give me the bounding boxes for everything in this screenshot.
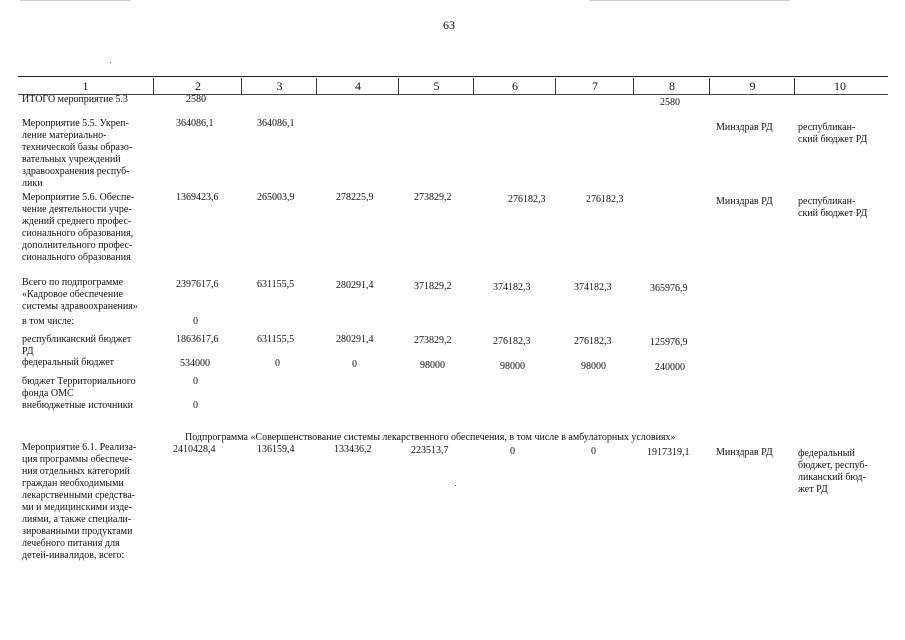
row-republic-budget-c4: 280291,4 xyxy=(336,334,374,345)
row-5-6-c7: 276182,3 xyxy=(586,194,624,205)
row-5-5-c3: 364086,1 xyxy=(257,118,295,129)
row-republic-budget-c3: 631155,5 xyxy=(257,334,295,345)
row-including-c2: 0 xyxy=(193,316,198,327)
row-6-1-desc: Мероприятие 6.1. Реализа- ция программы обеспече- ния отдельных категорий граждан необходимыми лекарственными средства- ми и медицинскими изде- лиями, а также специали- зированными продуктами лечебного питания для детей-инвалидов, всего: xyxy=(22,442,137,561)
row-5-6-c3: 265003,9 xyxy=(257,192,295,203)
header-col-5: 5 xyxy=(398,78,474,94)
row-federal-budget-c6: 98000 xyxy=(500,361,525,372)
row-federal-budget-c7: 98000 xyxy=(581,361,606,372)
row-republic-budget-c5: 273829,2 xyxy=(414,335,452,346)
header-top-rule xyxy=(18,76,888,77)
row-subtotal-c7: 374182,3 xyxy=(574,282,612,293)
row-federal-budget-c2: 534000 xyxy=(180,358,210,369)
row-6-1-c7: 0 xyxy=(591,446,596,457)
header-col-10: 10 xyxy=(794,78,885,94)
header-col-4: 4 xyxy=(316,78,399,94)
header-col-2: 2 xyxy=(153,78,242,94)
row-6-1-c4: 133436,2 xyxy=(334,444,372,455)
row-total-5-3-desc: ИТОГО мероприятие 5.3 xyxy=(22,94,128,105)
row-subtotal-c3: 631155,5 xyxy=(257,279,295,290)
row-6-1-c9: Минздрав РД xyxy=(716,447,773,458)
header-col-7: 7 xyxy=(555,78,634,94)
row-federal-budget-desc: федеральный бюджет xyxy=(22,357,115,368)
row-5-6-c5: 273829,2 xyxy=(414,192,452,203)
row-5-6-c2: 1369423,6 xyxy=(176,192,219,203)
scan-top-mark xyxy=(20,0,130,1)
row-6-1-c5: 223513,7 xyxy=(411,445,449,456)
row-5-6-desc: Мероприятие 5.6. Обеспе- чение деятельности учре- ждений среднего профес- сионального образования, дополнительного профес- сионального образования xyxy=(22,192,135,263)
row-federal-budget-c3: 0 xyxy=(275,358,280,369)
row-subtotal-c5: 371829,2 xyxy=(414,281,452,292)
row-5-6-c6: 276182,3 xyxy=(508,194,546,205)
page-number: 63 xyxy=(443,18,455,32)
row-including-desc: в том числе: xyxy=(22,316,75,327)
row-republic-budget-desc: республиканский бюджет РД xyxy=(22,334,132,357)
row-total-5-3-c8: 2580 xyxy=(660,97,680,108)
row-federal-budget-c4: 0 xyxy=(352,359,357,370)
row-subtotal-c6: 374182,3 xyxy=(493,282,531,293)
header-col-6: 6 xyxy=(473,78,556,94)
row-federal-budget-c5: 98000 xyxy=(420,360,445,371)
row-republic-budget-c7: 276182,3 xyxy=(574,336,612,347)
row-6-1-c6: 0 xyxy=(510,446,515,457)
row-oms-fund-c2: 0 xyxy=(193,376,198,387)
header-col-3: 3 xyxy=(241,78,317,94)
row-republic-budget-c6: 276182,3 xyxy=(493,336,531,347)
row-5-5-c10: республикан- ский бюджет РД xyxy=(798,122,868,145)
row-subtotal-c8: 365976,9 xyxy=(650,283,688,294)
scan-dot xyxy=(455,485,456,486)
row-republic-budget-c2: 1863617,6 xyxy=(176,334,219,345)
row-offbudget-c2: 0 xyxy=(193,400,198,411)
row-republic-budget-c8: 125976,9 xyxy=(650,337,688,348)
header-col-9: 9 xyxy=(709,78,795,94)
row-federal-budget-c8: 240000 xyxy=(655,362,685,373)
row-oms-fund-desc: бюджет Территориального фонда ОМС xyxy=(22,376,136,399)
row-5-5-desc: Мероприятие 5.5. Укреп- ление материально- технической базы образо- вательных учреждений здравоохранения респуб- лики xyxy=(22,118,133,189)
row-6-1-c3: 136159,4 xyxy=(257,444,295,455)
header-col-1: 1 xyxy=(82,79,89,93)
row-6-1-c10: федеральный бюджет, респуб- ликанский бюд- жет РД xyxy=(798,448,868,495)
row-6-1-c2: 2410428,4 xyxy=(173,444,216,455)
row-subtotal-c2: 2397617,6 xyxy=(176,279,219,290)
row-subtotal-c4: 280291,4 xyxy=(336,280,374,291)
row-5-6-c10: республикан- ский бюджет РД xyxy=(798,196,868,219)
row-offbudget-desc: внебюджетные источники xyxy=(22,400,133,411)
subprogram-title: Подпрограмма «Совершенствование системы лекарственного обеспечения, в том числе в амбулаторных условиях» xyxy=(185,432,676,443)
scan-top-mark xyxy=(590,0,790,1)
row-6-1-c8: 1917319,1 xyxy=(647,447,690,458)
row-total-5-3-c2: 2580 xyxy=(186,94,206,105)
row-subtotal-desc: Всего по подпрограмме «Кадровое обеспечение системы здравоохранения» xyxy=(22,277,138,312)
row-5-5-c9: Минздрав РД xyxy=(716,122,773,133)
row-5-6-c4: 278225,9 xyxy=(336,192,374,203)
header-col-8: 8 xyxy=(633,78,710,94)
scan-dot xyxy=(110,62,111,63)
header-bottom-rule xyxy=(18,94,888,95)
row-5-6-c9: Минздрав РД xyxy=(716,196,773,207)
row-5-5-c2: 364086,1 xyxy=(176,118,214,129)
